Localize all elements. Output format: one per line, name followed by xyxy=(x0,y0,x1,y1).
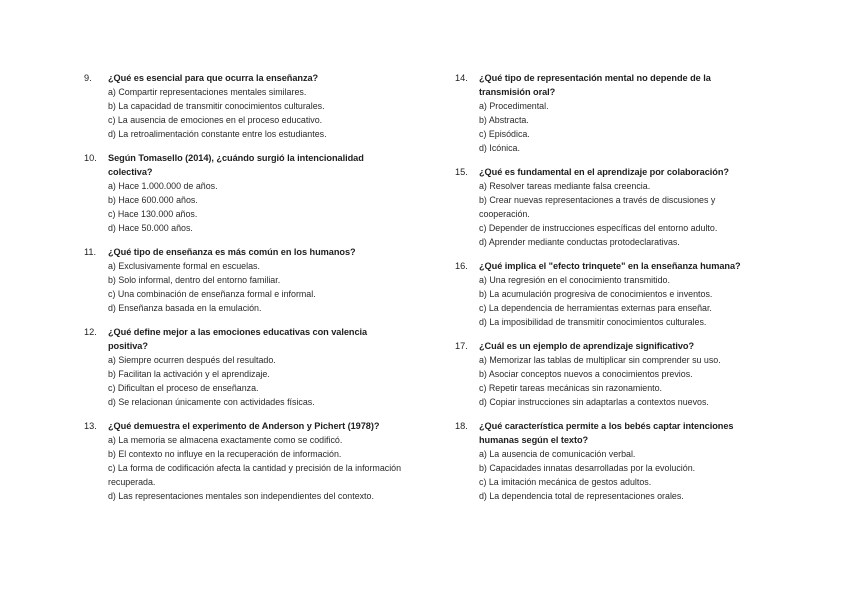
question-number: 13. xyxy=(84,421,97,431)
option-d: d) Se relacionan únicamente con actividades físicas. xyxy=(108,397,315,407)
question-18 xyxy=(455,419,755,503)
option-a: a) Compartir representaciones mentales similares. xyxy=(108,87,307,97)
option-c: c) La dependencia de herramientas externas para enseñar. xyxy=(479,303,712,313)
question-11 xyxy=(84,245,404,315)
question-15 xyxy=(455,165,755,249)
question-text: ¿Qué tipo de enseñanza es más común en los humanos? xyxy=(108,247,356,257)
question-number: 18. xyxy=(455,421,468,431)
question-text: ¿Qué es esencial para que ocurra la enseñanza? xyxy=(108,73,319,83)
question-text: ¿Qué define mejor a las emociones educativas con valencia positiva? xyxy=(108,327,368,351)
option-a: a) Memorizar las tablas de multiplicar sin comprender su uso. xyxy=(479,355,721,365)
left-column xyxy=(84,71,404,513)
option-c: c) La ausencia de emociones en el proceso educativo. xyxy=(108,115,323,125)
question-number: 10. xyxy=(84,153,97,163)
question-12 xyxy=(84,325,404,409)
option-c: c) Depender de instrucciones específicas del entorno adulto. xyxy=(479,223,718,233)
question-text: Según Tomasello (2014), ¿cuándo surgió la intencionalidad colectiva? xyxy=(108,153,364,177)
option-d: d) Copiar instrucciones sin adaptarlas a contextos nuevos. xyxy=(479,397,709,407)
option-d: d) Aprender mediante conductas protodeclarativas. xyxy=(479,237,680,247)
question-number: 16. xyxy=(455,261,468,271)
question-number: 12. xyxy=(84,327,97,337)
option-a: a) La memoria se almacena exactamente como se codificó. xyxy=(108,435,343,445)
question-text: ¿Qué demuestra el experimento de Anderson y Pichert (1978)? xyxy=(108,421,380,431)
question-number: 11. xyxy=(84,247,97,257)
option-d: d) La dependencia total de representaciones orales. xyxy=(479,491,684,501)
question-16 xyxy=(455,259,755,329)
question-17 xyxy=(455,339,755,409)
option-b: b) Abstracta. xyxy=(479,115,529,125)
option-b: b) La capacidad de transmitir conocimientos culturales. xyxy=(108,101,325,111)
option-a: a) Procedimental. xyxy=(479,101,549,111)
option-a: a) Una regresión en el conocimiento transmitido. xyxy=(479,275,670,285)
question-text: ¿Qué característica permite a los bebés captar intenciones humanas según el texto? xyxy=(479,421,734,445)
option-d: d) La imposibilidad de transmitir conocimientos culturales. xyxy=(479,317,707,327)
option-b: b) Hace 600.000 años. xyxy=(108,195,198,205)
option-b: b) Capacidades innatas desarrolladas por la evolución. xyxy=(479,463,696,473)
question-14 xyxy=(455,71,755,155)
option-c: c) La imitación mecánica de gestos adultos. xyxy=(479,477,652,487)
option-c: c) Hace 130.000 años. xyxy=(108,209,198,219)
question-number: 9. xyxy=(84,73,92,83)
option-d: d) Las representaciones mentales son independientes del contexto. xyxy=(108,491,374,501)
option-c: c) Episódica. xyxy=(479,129,530,139)
question-text: ¿Cuál es un ejemplo de aprendizaje significativo? xyxy=(479,341,695,351)
option-c: c) Repetir tareas mecánicas sin razonamiento. xyxy=(479,383,663,393)
question-10 xyxy=(84,151,404,235)
option-c: c) Una combinación de enseñanza formal e informal. xyxy=(108,289,316,299)
option-b: b) El contexto no influye en la recuperación de información. xyxy=(108,449,342,459)
option-a: a) Siempre ocurren después del resultado. xyxy=(108,355,276,365)
option-a: a) Resolver tareas mediante falsa creencia. xyxy=(479,181,651,191)
option-b: b) Crear nuevas representaciones a través de discusiones y cooperación. xyxy=(479,195,716,219)
question-number: 14. xyxy=(455,73,468,83)
option-a: a) Exclusivamente formal en escuelas. xyxy=(108,261,260,271)
option-d: d) Hace 50.000 años. xyxy=(108,223,193,233)
option-b: b) Solo informal, dentro del entorno familiar. xyxy=(108,275,281,285)
option-c: c) La forma de codificación afecta la cantidad y precisión de la información recuperada. xyxy=(108,463,402,487)
question-number: 15. xyxy=(455,167,468,177)
question-text: ¿Qué implica el "efecto trinquete" en la enseñanza humana? xyxy=(479,261,741,271)
question-text: ¿Qué es fundamental en el aprendizaje por colaboración? xyxy=(479,167,729,177)
option-d: d) La retroalimentación constante entre los estudiantes. xyxy=(108,129,327,139)
option-a: a) Hace 1.000.000 de años. xyxy=(108,181,218,191)
question-text: ¿Qué tipo de representación mental no depende de la transmisión oral? xyxy=(479,73,711,97)
question-9 xyxy=(84,71,404,141)
question-13 xyxy=(84,419,404,503)
option-b: b) La acumulación progresiva de conocimientos e inventos. xyxy=(479,289,713,299)
question-number: 17. xyxy=(455,341,468,351)
option-d: d) Icónica. xyxy=(479,143,520,153)
option-a: a) La ausencia de comunicación verbal. xyxy=(479,449,636,459)
option-c: c) Dificultan el proceso de enseñanza. xyxy=(108,383,259,393)
right-column xyxy=(455,71,755,513)
option-d: d) Enseñanza basada en la emulación. xyxy=(108,303,262,313)
option-b: b) Asociar conceptos nuevos a conocimientos previos. xyxy=(479,369,693,379)
option-b: b) Facilitan la activación y el aprendizaje. xyxy=(108,369,270,379)
